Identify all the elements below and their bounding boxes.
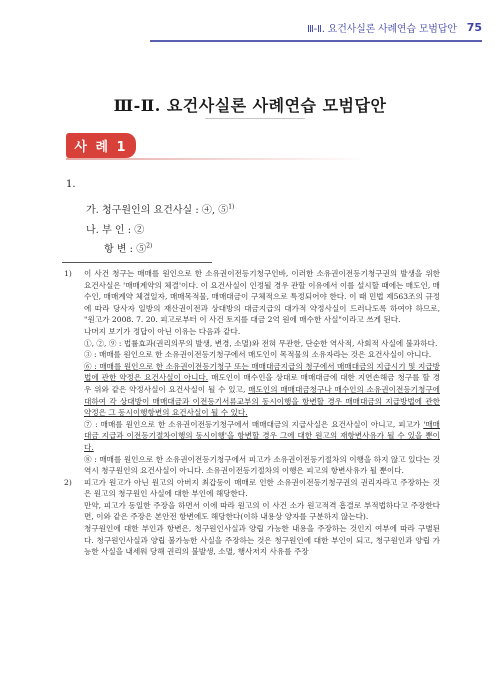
case-label-underline: [66, 158, 366, 160]
footnote-2-para: 만약, 피고가 동일한 주장을 하면서 이에 따라 원고의 이 사건 소가 원고적격 흠결로 부적법하다고 주장한다면, 이와 같은 주장은 본안전 항변에도 해당한다(이하 내용상 양자를 구분하지 않는다).: [84, 500, 440, 522]
footnote-1-para: ⑧ : 매매를 원인으로 한 소유권이전등기청구에서 피고가 소유권이전등기절차의 이행을 하지 않고 있다는 것 역시 청구원인의 요건사실이 아니다. 소유권이전등기절차의 이행은 피고의 항변사유가 될 뿐이다.: [84, 454, 440, 476]
underlined-text: '매매대금 지급과 이전등기절차이행의 동시이행'을 항변할 경우 그에 대한 원고의 재항변사유가 될 수 있을 뿐이다.: [84, 419, 440, 452]
plain-text: ⑦ : 매매를 원인으로 한 소유권이전등기청구에서 매매대금의 지급사실은 요건사실이 아니고, 피고가: [84, 419, 424, 429]
footnote-2-para: 청구원인에 대한 부인과 항변은, 청구원인사실과 양립 가능한 내용을 주장하는 것인지 여부에 따라 구별된다. 청구원인사실과 양립 불가능한 사실을 주장하는 것은 청구원인에 대한 부인이 되고, 청구원인과 양립 가능한 사실을 내세워 당해 권리의 불발생, 소멸, 행사저지 사유를 주장: [84, 524, 440, 557]
title-divider: [205, 118, 305, 119]
footnote-1-para: ①, ②, ⑨ : 법률효과(권리의무의 발생, 변경, 소멸)와 전혀 무관한, 단순한 역사적, 사회적 사실에 불과하다.: [84, 338, 438, 348]
underlined-text: 매도인의 매매대금청구나 매수인의 소유권이전등기청구에 대하여 각 상대방이 매매대금과 이전등기서류교부의 동시이행을 항변할 경우 매매대금의 지급방법에 관한 약정은 그 동시이행항변의 요건사실이 될 수 있다.: [84, 384, 440, 418]
plain-text: 매도인이 매수인을 상대로 매매대금에 대한 지연손해금 청구를 할 경우 위와 같은 약정사실이 요건사실이 될 수 있고,: [84, 373, 440, 394]
footnote-1-para: 나머지 보기가 정답이 아닌 이유는 다음과 같다.: [84, 326, 241, 336]
answer-b: [86, 221, 144, 236]
footnote-1-marker: 1): [64, 269, 72, 278]
case-label-badge: 사 례 1: [66, 133, 136, 158]
footnote-1-para: 이 사건 청구는 매매를 원인으로 한 소유권이전등기청구인바, 이러한 소유권이전등기청구권의 발생을 위한 요건사실은 '매매계약의 체결'이다. 이 요건사실이 인정될 경우 관할 이유에서 이를 설시할 때에는 매도인, 매수인, 매매계약 체결일자, 매매목적물, 매매대금이 구체적으로 특정되어야 한다. 이 때 민법 제563조의 규정에 따라 당사자 일방의 재산권이전과 상대방의 대금지급의 대가적 약정사실이 드러나도록 하여야 하므로, "원고가 2008. 7. 20. 피고로부터 이 사건 토지를 대금 2억 원에 매수한 사실"이라고 쓰게 된다.: [84, 269, 440, 325]
footnote-ref-1[interactable]: 1): [228, 203, 235, 211]
footnote-ref-2[interactable]: 2): [146, 242, 153, 250]
footnote-divider: [62, 262, 212, 263]
footnote-2: [64, 477, 440, 558]
answer-a: [86, 201, 234, 216]
footnote-1: [64, 268, 440, 477]
answer-a-text: 가. 청구원인의 요건사실 : ④, ⑤: [86, 205, 229, 216]
question-number: 1.: [66, 179, 76, 190]
footnote-2-marker: 2): [64, 477, 72, 487]
header-title: Ⅲ-Ⅱ. 요건사실론 사례연습 모범답안: [306, 23, 457, 35]
footnote-1-para: [84, 361, 440, 419]
answer-b-text: 나. 부 인 : ②: [86, 225, 145, 236]
footnotes: [64, 268, 440, 558]
running-header: [150, 18, 482, 42]
page-number: 75: [466, 20, 482, 34]
footnote-1-para: ③ : 매매를 원인으로 한 소유권이전등기청구에서 매도인이 목적물의 소유자라는 것은 요건사실이 아니다.: [84, 350, 432, 360]
footnote-1-para: [84, 419, 440, 454]
underlined-text: ⑥ : 매매를 원인으로 한 소유권이전등기청구 또는 매매대금지급의 청구에서 매매대금의 지급시기 및 지급방법에 관한 약정은 요건사실이 아니다.: [84, 361, 440, 383]
chapter-title: Ⅲ-Ⅱ. 요건사실론 사례연습 모범답안: [113, 96, 387, 115]
answer-c-text: 항 변 : ⑤: [104, 244, 147, 255]
footnote-2-para: 피고가 원고가 아닌 원고의 아버지 최갑동이 매매로 인한 소유권이전등기청구권의 권리자라고 주장하는 것은 원고의 청구원인 사실에 대한 부인에 해당한다.: [84, 477, 440, 499]
answer-c: [104, 240, 152, 255]
